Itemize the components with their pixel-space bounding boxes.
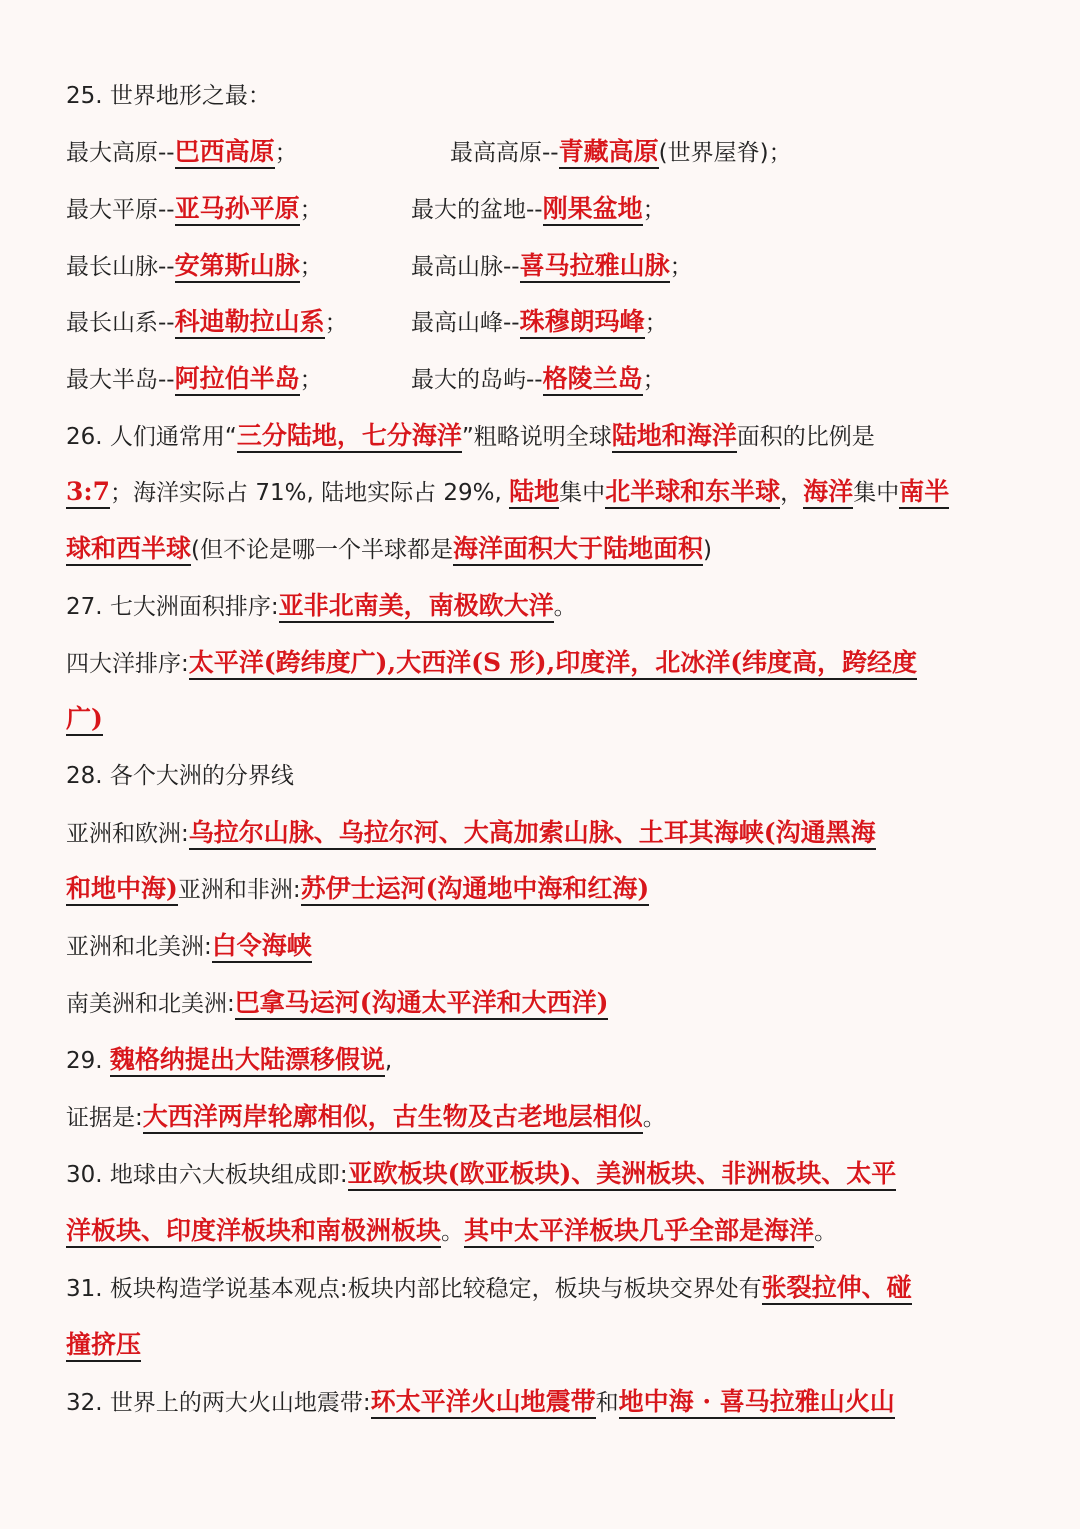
q26-line-1 bbox=[66, 416, 1020, 457]
answer: 苏伊士运河(沟通地中海和红海) bbox=[301, 874, 650, 906]
answer: 其中太平洋板块几乎全部是海洋 bbox=[464, 1216, 814, 1248]
q25-row-4 bbox=[66, 302, 1020, 343]
answer: 格陵兰岛 bbox=[543, 364, 643, 396]
q26-line-3 bbox=[66, 529, 1020, 570]
answer: 巴拿马运河(沟通太平洋和大西洋) bbox=[235, 988, 609, 1020]
q26-line-2 bbox=[66, 472, 1020, 513]
punct: ； bbox=[642, 367, 666, 393]
answer: 亚非北南美，南极欧大洋 bbox=[279, 591, 554, 623]
answer: 张裂拉伸、碰 bbox=[762, 1273, 912, 1305]
label: 最长山系-- bbox=[66, 310, 175, 336]
q25-row-3 bbox=[66, 246, 1020, 287]
text: 26. 人们通常用“ bbox=[66, 424, 237, 450]
text: 。 bbox=[553, 594, 577, 620]
q31-line-1 bbox=[66, 1268, 1020, 1309]
answer: 魏格纳提出大陆漂移假说 bbox=[110, 1045, 385, 1077]
label: 最高山峰-- bbox=[411, 310, 520, 336]
label: 最高山脉-- bbox=[411, 254, 520, 280]
answer: 喜马拉雅山脉 bbox=[520, 251, 670, 283]
label: 最大平原-- bbox=[66, 197, 175, 223]
q29-line-1 bbox=[66, 1040, 1020, 1081]
q30-line-1 bbox=[66, 1154, 1020, 1195]
answer: 大西洋两岸轮廓相似，古生物及古老地层相似 bbox=[143, 1102, 643, 1134]
label: 最高高原-- bbox=[450, 140, 559, 166]
q28-line-2 bbox=[66, 869, 1020, 910]
text: 亚洲和欧洲: bbox=[66, 821, 189, 847]
text: 和 bbox=[595, 1390, 619, 1416]
q25-title: 25. 世界地形之最： bbox=[66, 83, 271, 109]
answer: 环太平洋火山地震带 bbox=[371, 1387, 596, 1419]
answer: 亚欧板块(欧亚板块)、美洲板块、非洲板块、太平 bbox=[348, 1159, 897, 1191]
text: 亚洲和北美洲: bbox=[66, 934, 212, 960]
q25-row-1 bbox=[66, 132, 1020, 173]
text: 。 bbox=[642, 1105, 666, 1131]
answer: 地中海 · 喜马拉雅山火山 bbox=[619, 1387, 895, 1419]
punct: ； bbox=[644, 310, 668, 336]
answer: 太平洋(跨纬度广),大西洋(S 形),印度洋，北冰洋(纬度高，跨经度 bbox=[189, 648, 917, 680]
answer: 刚果盆地 bbox=[543, 194, 643, 226]
q27-line-2 bbox=[66, 643, 1020, 684]
answer: 安第斯山脉 bbox=[175, 251, 300, 283]
punct: ； bbox=[299, 367, 323, 393]
punct: (世界屋脊)； bbox=[658, 140, 792, 166]
punct: ； bbox=[274, 140, 298, 166]
text: 31. 板块构造学说基本观点:板块内部比较稳定，板块与板块交界处有 bbox=[66, 1276, 762, 1302]
text: 27. 七大洲面积排序: bbox=[66, 594, 279, 620]
label: 最大高原-- bbox=[66, 140, 175, 166]
q28-line-1 bbox=[66, 813, 1020, 854]
label: 最大的盆地-- bbox=[411, 197, 543, 223]
answer: 广) bbox=[66, 704, 103, 736]
q28-line-4 bbox=[66, 983, 1020, 1024]
text: ；海洋实际占 71%, 陆地实际占 29%, bbox=[110, 480, 510, 506]
text: 32. 世界上的两大火山地震带: bbox=[66, 1390, 371, 1416]
text: 南美洲和北美洲: bbox=[66, 991, 235, 1017]
answer: 海洋面积大于陆地面积 bbox=[453, 534, 703, 566]
text: , bbox=[384, 1048, 393, 1074]
answer: 球和西半球 bbox=[66, 534, 191, 566]
punct: ； bbox=[324, 310, 348, 336]
answer: 南半 bbox=[899, 477, 949, 509]
text: 30. 地球由六大板块组成即: bbox=[66, 1162, 348, 1188]
answer: 三分陆地，七分海洋 bbox=[237, 421, 462, 453]
answer: 和地中海) bbox=[66, 874, 178, 906]
text: 集中 bbox=[853, 480, 900, 506]
answer: 北半球和东半球 bbox=[605, 477, 780, 509]
answer: 乌拉尔山脉、乌拉尔河、大高加索山脉、土耳其海峡(沟通黑海 bbox=[189, 818, 876, 850]
punct: ； bbox=[642, 197, 666, 223]
answer: 巴西高原 bbox=[175, 137, 275, 169]
q29-line-2 bbox=[66, 1097, 1020, 1138]
text: 。 bbox=[441, 1219, 465, 1245]
answer: 陆地 bbox=[509, 477, 559, 509]
text: ”粗略说明全球 bbox=[461, 424, 612, 450]
answer: 珠穆朗玛峰 bbox=[520, 307, 645, 339]
text: ) bbox=[703, 537, 712, 563]
text: 面积的比例是 bbox=[736, 424, 875, 450]
answer: 陆地和海洋 bbox=[612, 421, 737, 453]
q25-row-2 bbox=[66, 189, 1020, 230]
text: 。 bbox=[814, 1219, 838, 1245]
q28-title: 28. 各个大洲的分界线 bbox=[66, 763, 294, 789]
q31-line-2 bbox=[66, 1325, 1020, 1366]
text: ， bbox=[780, 480, 804, 506]
text: 29. bbox=[66, 1048, 110, 1074]
q27-line-1 bbox=[66, 586, 1020, 627]
punct: ； bbox=[299, 254, 323, 280]
text: (但不论是哪一个半球都是 bbox=[191, 537, 453, 563]
text: 证据是: bbox=[66, 1105, 143, 1131]
q25-row-5 bbox=[66, 359, 1020, 400]
text: 集中 bbox=[559, 480, 606, 506]
answer: 洋板块、印度洋板块和南极洲板块 bbox=[66, 1216, 441, 1248]
punct: ； bbox=[299, 197, 323, 223]
text: 四大洋排序: bbox=[66, 651, 189, 677]
answer: 青藏高原 bbox=[559, 137, 659, 169]
q28-line-3 bbox=[66, 926, 1020, 967]
answer: 海洋 bbox=[803, 477, 853, 509]
answer: 撞挤压 bbox=[66, 1330, 141, 1362]
label: 最大的岛屿-- bbox=[411, 367, 543, 393]
text: 亚洲和非洲: bbox=[177, 877, 301, 903]
answer: 3:7 bbox=[66, 477, 110, 509]
answer: 阿拉伯半岛 bbox=[175, 364, 300, 396]
punct: ； bbox=[669, 254, 693, 280]
label: 最长山脉-- bbox=[66, 254, 175, 280]
q27-line-3 bbox=[66, 699, 1020, 740]
answer: 白令海峡 bbox=[212, 931, 312, 963]
answer: 科迪勒拉山系 bbox=[175, 307, 325, 339]
answer: 亚马孙平原 bbox=[175, 194, 300, 226]
q32-line-1 bbox=[66, 1382, 1020, 1423]
q30-line-2 bbox=[66, 1211, 1020, 1252]
label: 最大半岛-- bbox=[66, 367, 175, 393]
